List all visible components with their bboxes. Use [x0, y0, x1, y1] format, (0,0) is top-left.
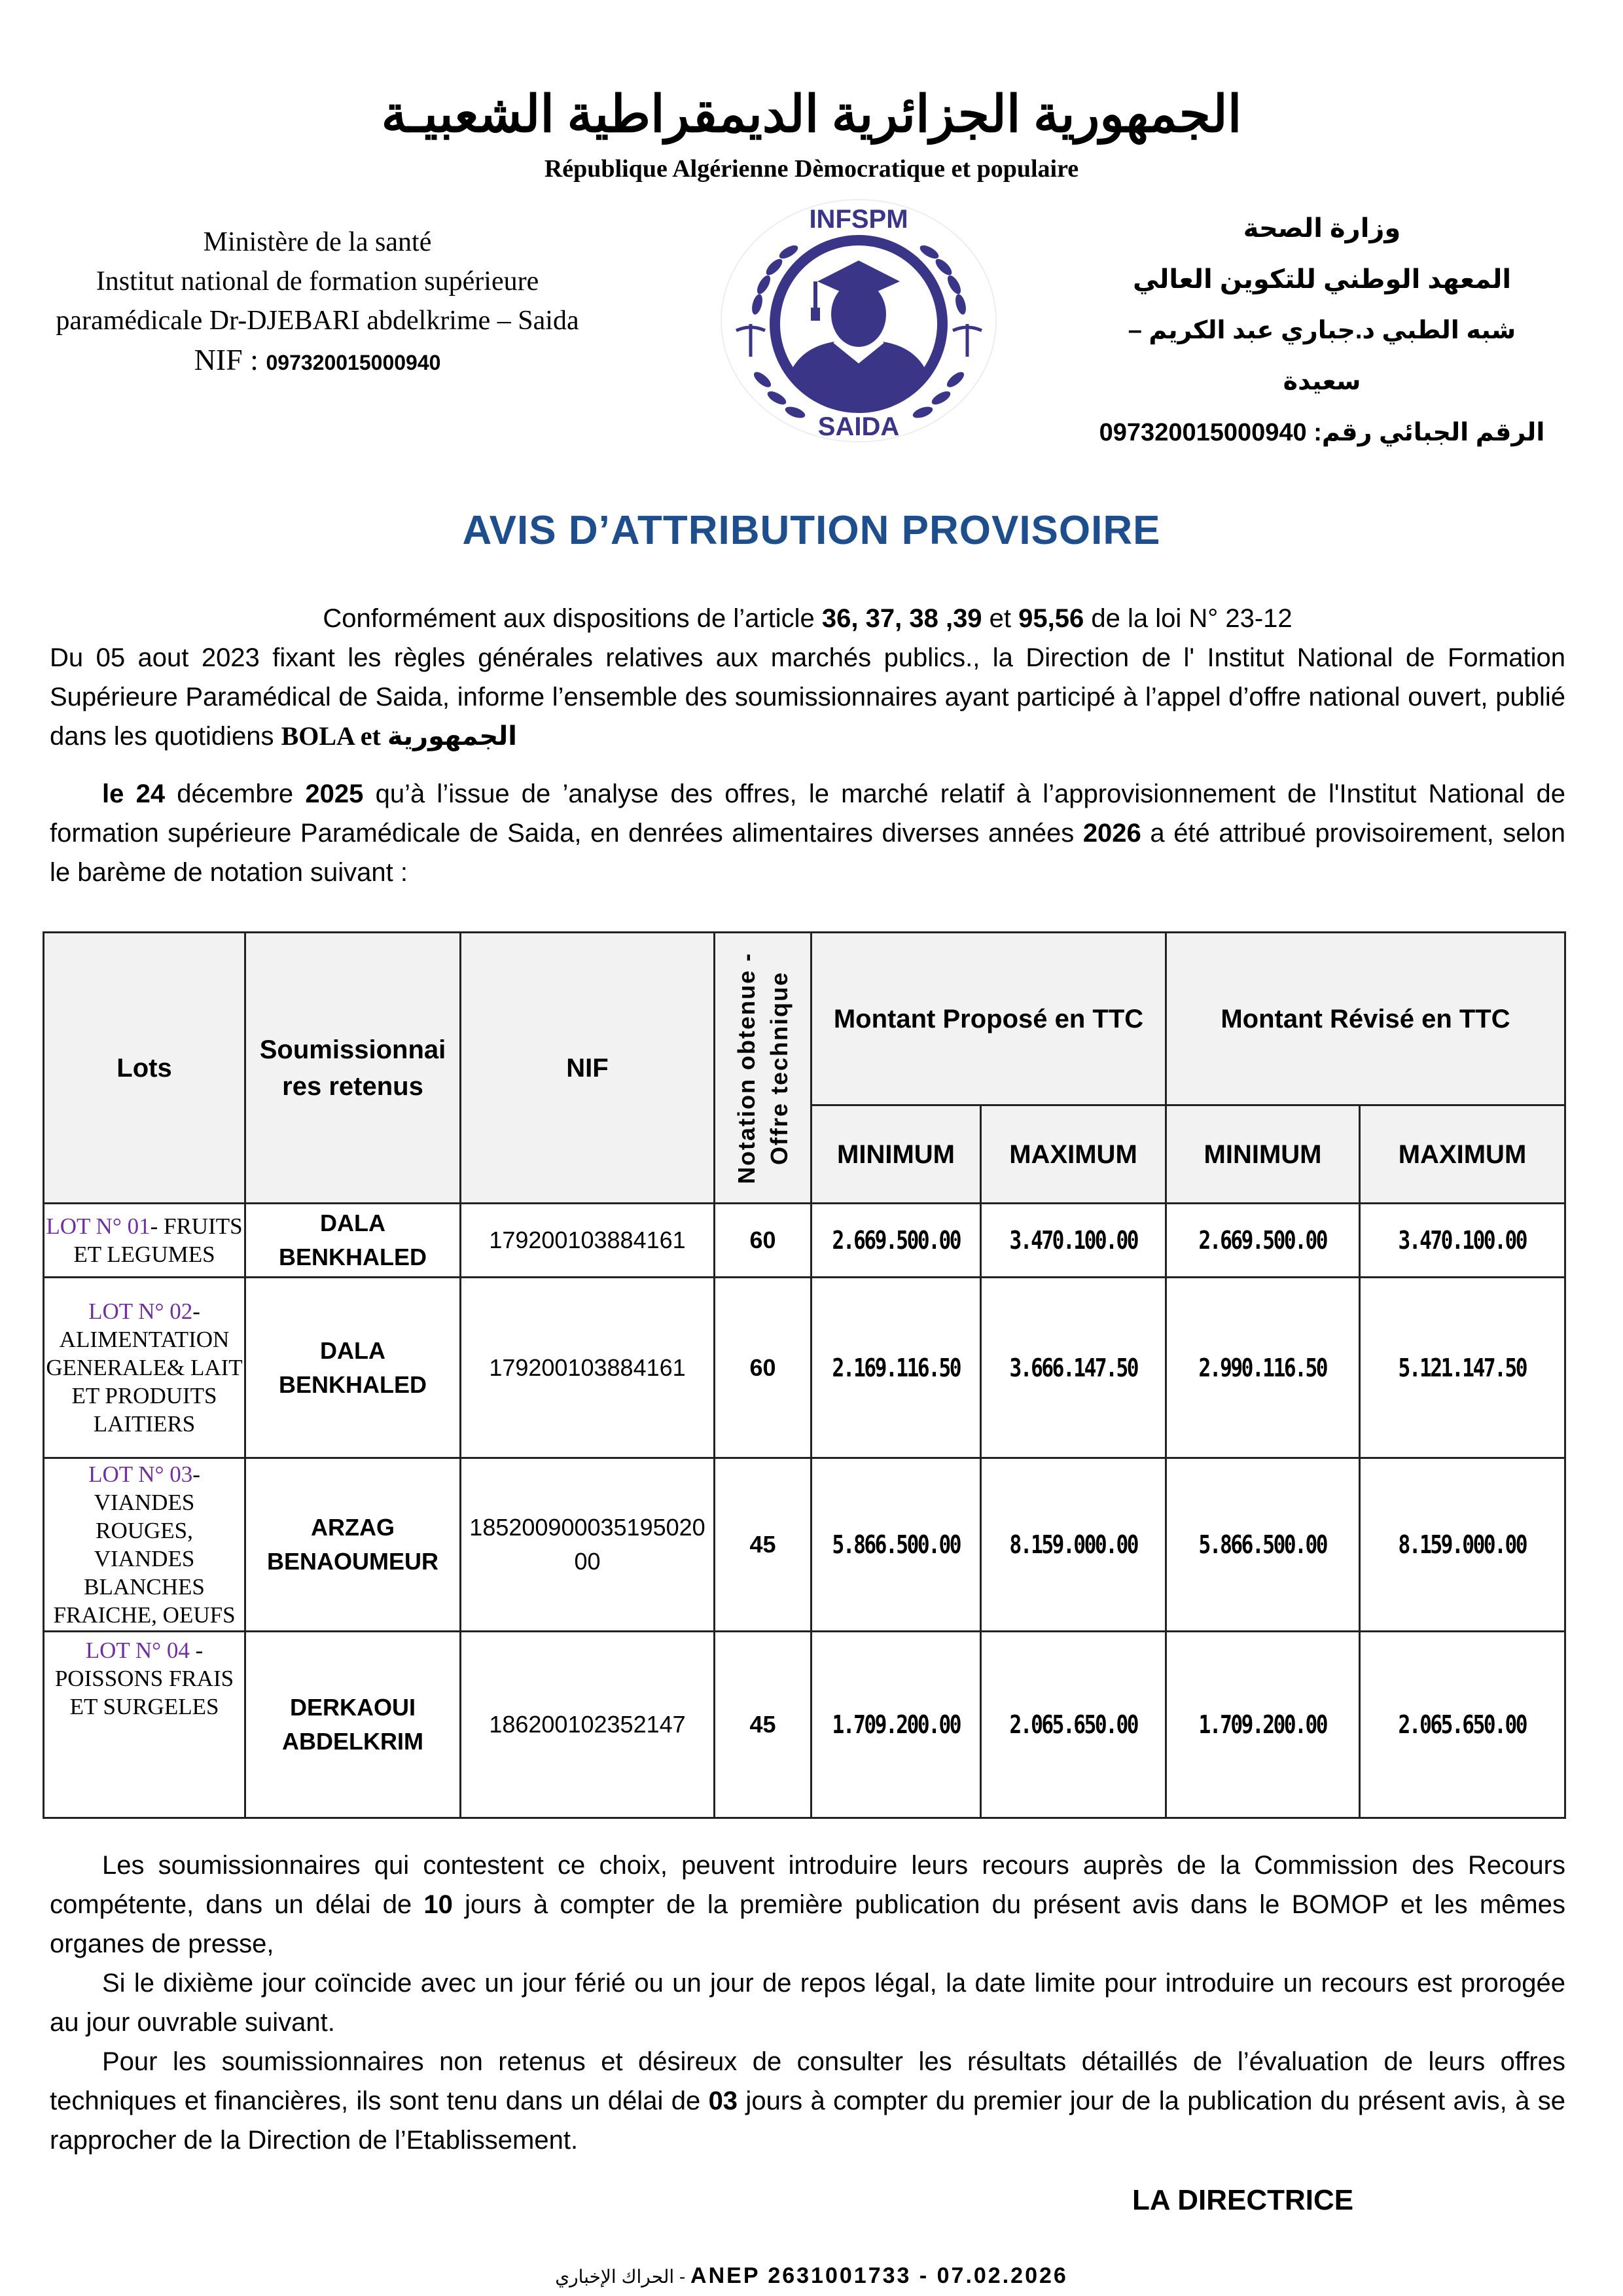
lot-description: - ALIMENTATION GENERALE& LAIT ET PRODUITS LAITIERS [46, 1299, 243, 1437]
nif-cell [461, 1458, 715, 1632]
nif-fr [20, 340, 615, 382]
header-suppliers [245, 933, 461, 1204]
amount: 2.065.650.00 [1009, 1710, 1137, 1739]
nif-ar-value: 097320015000940 [1099, 419, 1307, 446]
nif-ar [1086, 407, 1558, 458]
lot-number: LOT N° 03 [88, 1462, 193, 1487]
revised-min-cell [1166, 1632, 1360, 1818]
articles: 36, 37, 38 ,39 [821, 604, 982, 633]
newspaper-name: BOLA et [281, 721, 387, 751]
revised-max-cell [1360, 1278, 1565, 1458]
logo-top-text: INFSPM [809, 205, 908, 234]
decision-year: 2025 [305, 780, 364, 808]
consultation-text: Pour les soumissionnaires non retenus et désireux de consulter les résultats détaillés de l’évaluation de leurs offres techniques et financières, ils sont tenu dans un délai de [50, 2047, 1565, 2115]
header-revised: Montant Révisé en TTC [1166, 933, 1565, 1105]
header-lots: Lots [44, 933, 245, 1204]
lot-description: - POISSONS FRAIS ET SURGELES [54, 1638, 234, 1719]
revised-max-cell [1360, 1632, 1565, 1818]
lot-number: LOT N° 02 [88, 1299, 193, 1324]
lot-description: - VIANDES ROUGES, VIANDES BLANCHES FRAICHE, OEUFS [53, 1462, 236, 1628]
decision-day: 24 [135, 780, 166, 808]
market-year: 2026 [1082, 819, 1141, 848]
ministry-fr: Ministère de la santé [203, 227, 432, 257]
ministry-ar: وزارة الصحة [1243, 214, 1401, 243]
award-table [43, 931, 1566, 1819]
decision-text: décembre [165, 780, 306, 808]
header-revised-max: MAXIMUM [1360, 1105, 1565, 1204]
intro-line1 [50, 599, 1565, 638]
arabic-republic-heading: الجمهورية الجزائرية الديمقراطية الشعبيـة [381, 86, 1242, 143]
proposed-max-cell [981, 1278, 1166, 1458]
table-row [44, 1632, 1565, 1818]
header-nif: NIF [461, 933, 715, 1204]
header-suppliers-label: Soumissionnaires retenus [259, 1035, 446, 1101]
nif-cell: 179200103884161 [461, 1278, 715, 1458]
lot-cell [44, 1278, 245, 1458]
amount: 2.169.116.50 [832, 1353, 960, 1382]
nif-value: 097320015000940 [266, 351, 441, 374]
header-proposed-min: MINIMUM [812, 1105, 981, 1204]
right-header-block [1086, 203, 1558, 458]
lot-description: - FRUITS ET LEGUMES [73, 1213, 243, 1267]
table-row [44, 1278, 1565, 1458]
supplier-cell [245, 1458, 461, 1632]
amount: 1.709.200.00 [1198, 1710, 1327, 1739]
footer-anep-ref: ANEP 2631001733 - 07.02.2026 [690, 2263, 1068, 2288]
logo-graphic [717, 190, 1001, 452]
supplier-cell [245, 1632, 461, 1818]
nif-value: 18520090003519502000 [469, 1514, 705, 1575]
header-proposed-max: MAXIMUM [981, 1105, 1166, 1204]
header-proposed: Montant Proposé en TTC [812, 933, 1166, 1105]
score-cell: 45 [715, 1458, 812, 1632]
supplier-name: ARZAG BENAOUMEUR [266, 1514, 438, 1575]
revised-max-cell [1360, 1204, 1565, 1278]
supplier-name: DALA BENKHALED [279, 1336, 427, 1398]
amount: 2.065.650.00 [1398, 1710, 1527, 1739]
proposed-min-cell [812, 1458, 981, 1632]
proposed-max-cell [981, 1458, 1166, 1632]
header-revised-min: MINIMUM [1166, 1105, 1360, 1204]
consultation-text: jours à compter du premier jour de la publication du présent avis, à se rapprocher de la Direction de l’Etablissement. [50, 2087, 1565, 2155]
supplier-name: DALA BENKHALED [279, 1210, 427, 1270]
intro-paragraph [50, 599, 1565, 756]
nif-cell: 179200103884161 [461, 1204, 715, 1278]
nif-cell: 186200102352147 [461, 1632, 715, 1818]
proposed-max-cell [981, 1204, 1166, 1278]
footer-arabic: الحراك الإخباري - [555, 2267, 691, 2287]
score-cell: 45 [715, 1632, 812, 1818]
articles: 95,56 [1018, 604, 1084, 633]
score-cell: 60 [715, 1204, 812, 1278]
appeals-text: Les soumissionnaires qui contestent ce choix, peuvent introduire leurs recours auprès de la Commission des Recours compétente, dans un délai de [50, 1851, 1565, 1919]
proposed-max-cell [981, 1632, 1166, 1818]
amount: 5.121.147.50 [1398, 1353, 1527, 1382]
table-row [44, 1204, 1565, 1278]
decision-text: a été attribué provisoirement, selon le barème de notation suivant : [50, 819, 1565, 887]
french-republic-heading: République Algérienne Dèmocratique et populaire [544, 155, 1079, 183]
supplier-name: DERKAOUI ABDELKRIM [282, 1694, 423, 1755]
lot-cell [44, 1204, 245, 1278]
amount: 2.669.500.00 [832, 1226, 960, 1255]
footer-reference [0, 2263, 1623, 2289]
amount: 8.159.000.00 [1009, 1530, 1137, 1559]
appeals-paragraph [50, 1846, 1565, 1964]
intro-text: et [982, 604, 1019, 633]
page-title: AVIS D’ATTRIBUTION PROVISOIRE [462, 508, 1161, 553]
consultation-days: 03 [708, 2087, 738, 2115]
revised-min-cell [1166, 1278, 1360, 1458]
institute-ar-line1: المعهد الوطني للتكوين العالي [1132, 265, 1512, 294]
amount: 5.866.500.00 [1198, 1530, 1327, 1559]
lot-number: LOT N° 01 [46, 1213, 151, 1239]
header-score-label: Notation obtenue - Offre technique [732, 952, 793, 1184]
table-header-row [44, 933, 1565, 1105]
proposed-min-cell [812, 1204, 981, 1278]
lot-cell [44, 1458, 245, 1632]
appeals-text: jours à compter de la première publication du présent avis dans le BOMOP et les mêmes organes de presse, [50, 1890, 1565, 1958]
lot-number: LOT N° 04 [85, 1638, 190, 1663]
amount: 2.669.500.00 [1198, 1226, 1327, 1255]
revised-min-cell [1166, 1458, 1360, 1632]
intro-text: Du 05 aout 2023 fixant les règles générales relatives aux marchés publics., la Direction de l' Institut National de Formation Supérieure Paramédical de Saida, informe l’ensemble des soumissionnaires ayant participé à l’appel d’offre national ouvert, publié dans les quotidiens [50, 643, 1565, 751]
supplier-cell [245, 1278, 461, 1458]
amount: 1.709.200.00 [832, 1710, 960, 1739]
nif-ar-label: الرقم الجبائي رقم: [1306, 419, 1545, 446]
nif-label: NIF : [194, 343, 266, 376]
amount: 3.470.100.00 [1398, 1226, 1527, 1255]
holiday-paragraph: Si le dixième jour coïncide avec un jour férié ou un jour de repos légal, la date limite pour introduire un recours est prorogée au jour ouvrable suivant. [50, 1969, 1565, 2037]
signature: LA DIRECTRICE [1132, 2184, 1354, 2216]
institute-fr-line1: Institut national de formation supérieure [96, 266, 539, 296]
left-header-block [20, 223, 615, 382]
amount: 2.990.116.50 [1198, 1353, 1327, 1382]
newspaper-name-ar: الجمهورية [387, 722, 517, 751]
consultation-paragraph [50, 2042, 1565, 2160]
table-row [44, 1458, 1565, 1632]
institute-logo [717, 190, 1001, 452]
lot-cell [44, 1632, 245, 1818]
appeals-section [50, 1846, 1565, 2160]
logo-bottom-text: SAIDA [817, 412, 900, 441]
appeals-days: 10 [423, 1890, 453, 1919]
amount: 3.666.147.50 [1009, 1353, 1137, 1382]
intro-text: de la loi N° 23-12 [1084, 604, 1293, 633]
amount: 5.866.500.00 [832, 1530, 960, 1559]
decision-paragraph [50, 774, 1565, 892]
score-cell: 60 [715, 1278, 812, 1458]
proposed-min-cell [812, 1278, 981, 1458]
decision-text: qu’à l’issue de ’analyse des offres, le marché relatif à l’approvisionnement de l'Institut National de formation supérieure Paramédicale de Saida, en denrées alimentaires diverses années [50, 780, 1565, 848]
decision-text: le [102, 780, 136, 808]
intro-text: Conformément aux dispositions de l’article [323, 604, 822, 633]
institute-fr-line2: paramédicale Dr-DJEBARI abdelkrime – Saida [56, 306, 579, 336]
proposed-min-cell [812, 1632, 981, 1818]
revised-min-cell [1166, 1204, 1360, 1278]
supplier-cell [245, 1204, 461, 1278]
institute-ar-line2: شبه الطبي د.جباري عبد الكريم – سعيدة [1128, 317, 1516, 395]
header-score [715, 933, 812, 1204]
revised-max-cell [1360, 1458, 1565, 1632]
amount: 3.470.100.00 [1009, 1226, 1137, 1255]
amount: 8.159.000.00 [1398, 1530, 1527, 1559]
